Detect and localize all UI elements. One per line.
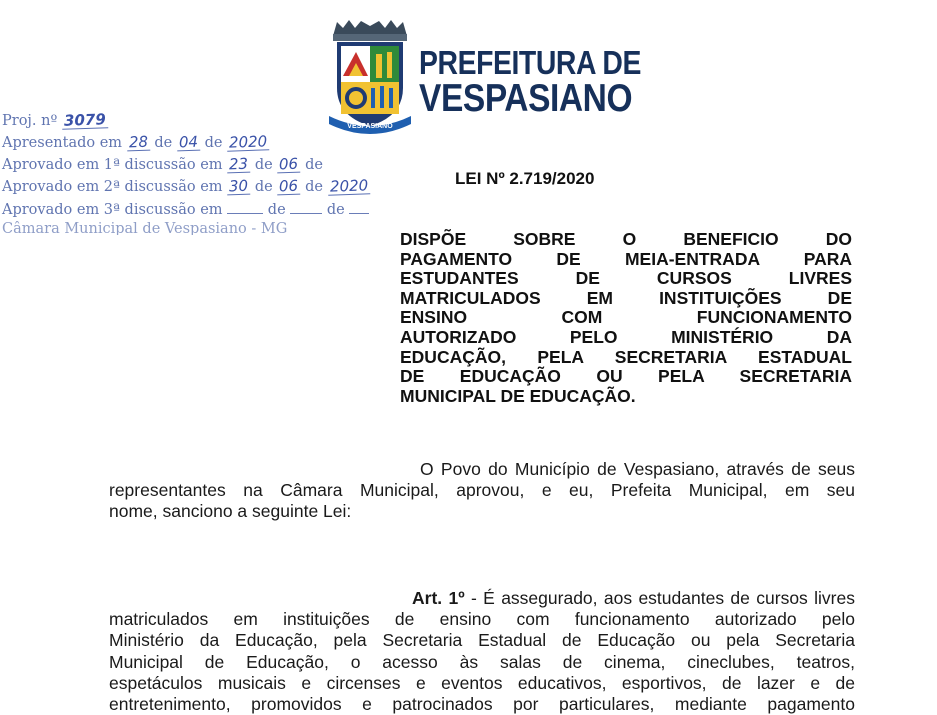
ementa-line: ESTUDANTES DE CURSOS LIVRES [400, 268, 852, 289]
ementa-line: MUNICIPAL DE EDUCAÇÃO. [400, 385, 636, 406]
ementa-line: ENSINO COM FUNCIONAMENTO [400, 307, 852, 328]
brand-line-1: PREFEITURA DE [419, 44, 642, 81]
paragraph-line: representantes na Câmara Municipal, aprovou, e eu, Prefeita Municipal, em seu [109, 480, 855, 501]
paragraph-line: Ministério da Educação, pela Secretaria Estadual de Educação ou pela Secretaria [109, 630, 855, 651]
ementa-line: MATRICULADOS EM INSTITUIÇÕES DE [400, 287, 852, 308]
paragraph-line: entretenimento, promovidos e patrocinados por particulares, mediante pagamento [109, 693, 855, 714]
paragraph-line: O Povo do Município de Vespasiano, através de seus [420, 459, 855, 479]
brand-line-2: VESPASIANO [419, 77, 633, 120]
letterhead-title [419, 46, 677, 118]
stamp-third-discussion: Aprovado em 3ª discussão em de de [2, 201, 369, 218]
stamp-project-number: Proj. nº 3079 [2, 110, 106, 130]
coat-ribbon-text: VESPASIANO [347, 123, 393, 130]
ementa-line: DE EDUCAÇÃO OU PELA SECRETARIA [400, 366, 852, 387]
stamp-chamber-name: Câmara Municipal de Vespasiano - MG [2, 221, 288, 235]
stamp-presented: Apresentado em 28 de 04 de 2020 [2, 132, 268, 152]
law-ementa [400, 230, 852, 406]
paragraph-line: matriculados em instituições de ensino com funcionamento autorizado pelo [109, 609, 855, 630]
paragraph-line: nome, sanciono a seguinte Lei: [109, 501, 352, 522]
handwritten-project-number: 3079 [63, 110, 106, 130]
law-number: LEI Nº 2.719/2020 [455, 169, 595, 188]
article-1-first-line: Art. 1º - É assegurado, aos estudantes de cursos livres [412, 588, 855, 608]
preamble-paragraph [109, 459, 855, 523]
stamp-second-discussion: Aprovado em 2ª discussão em 30 de 06 de 2020 [2, 176, 369, 196]
article-1-paragraph [109, 588, 855, 715]
ementa-line: PAGAMENTO DE MEIA-ENTRADA PARA [400, 248, 852, 269]
paragraph-line: Municipal de Educação, o acesso às salas de cinema, cineclubes, teatros, [109, 651, 855, 672]
stamp-first-discussion: Aprovado em 1ª discussão em 23 de 06 de [2, 154, 323, 174]
coat-of-arms-logo [327, 18, 413, 136]
article-1-label: Art. 1º [412, 588, 465, 608]
paragraph-line: espetáculos musicais e circenses e eventos educativos, esportivos, de lazer e de [109, 672, 855, 693]
ementa-line: AUTORIZADO PELO MINISTÉRIO DA [400, 326, 852, 347]
ementa-line: DISPÕE SOBRE O BENEFICIO DO [400, 229, 852, 249]
ementa-line: EDUCAÇÃO, PELA SECRETARIA ESTADUAL [400, 346, 852, 367]
